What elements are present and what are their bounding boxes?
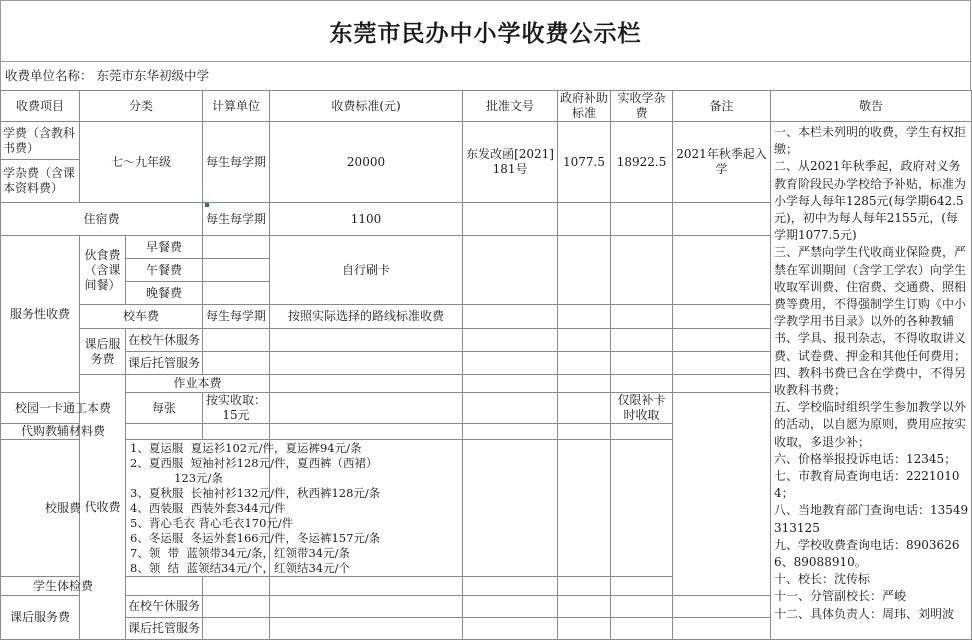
bus-standard: 按照实际选择的路线标准收费 [270, 305, 463, 329]
notice-item: 一、本栏未列明的收费，学生有权拒缴； [774, 125, 967, 157]
uniform-price-line: 4、西装服 西装外套344元/件 [130, 500, 286, 515]
bus-unit: 每生每学期 [203, 305, 270, 329]
header-standard: 收费标准(元) [270, 91, 463, 122]
notice-item: 八、当地教育部门查询电话：13549313125 [774, 503, 969, 535]
header-remark: 备注 [673, 91, 771, 122]
service-after-noon: 在校午休服务 [126, 329, 203, 352]
meal-group: 伙食费（含课间餐） [80, 236, 126, 305]
notice-list [771, 122, 972, 640]
card-remark: 仅限补卡时收取 [611, 393, 673, 424]
header-unit: 计算单位 [203, 91, 270, 122]
dorm-standard: 1100 [270, 203, 463, 236]
misc-fee-item: 学杂费（含课本资料费） [1, 160, 80, 203]
cell-comment-marker [205, 203, 209, 207]
header-item: 收费项目 [1, 91, 80, 122]
dorm-unit: 每生每学期 [203, 203, 270, 236]
notice-item: 七、市教育局查询电话：22210104； [774, 469, 960, 501]
notice-item: 二、从2021年秋季起，政府对义务教育阶段民办学校给予补贴，标准为小学每人每年1285元(每学期642.5元)，初中为每人每年2155元，(每学期1077.5元) [774, 159, 967, 243]
uniform-price-line: 123元/条 [174, 470, 223, 485]
tuition-actual: 18922.5 [611, 122, 673, 203]
uniform-price-line: 2、夏西服 短袖衬衫128元/件，夏西裤（西裙） [130, 455, 378, 470]
notice-item: 九、学校收费查询电话：89036266、89088910。 [774, 537, 960, 570]
uniform-price-line: 5、背心毛衣 背心毛衣170元/件 [130, 515, 294, 530]
header-subsidy: 政府补助标准 [558, 91, 611, 122]
tuition-row-1 [1, 122, 972, 160]
collect-after-noon: 在校午休服务 [126, 596, 203, 618]
page-title: 东莞市民办中小学收费公示栏 [329, 20, 642, 47]
bus-item: 校车费 [80, 305, 203, 329]
unit-row [0, 62, 971, 90]
uniform-price-line: 8、领 结 蓝领结34元/个，红领结34元/个 [130, 560, 350, 575]
lunch-item: 午餐费 [126, 259, 203, 282]
service-after-group: 课后服务费 [80, 329, 126, 375]
notice-item: 十、校长：沈传标 [774, 572, 871, 587]
service-after-care: 课后托管服务 [126, 352, 203, 375]
uniform-price-line: 1、夏运服 夏运衫102元/件，夏运裤94元/条 [130, 440, 362, 455]
unit-name: 东莞市东华初级中学 [96, 68, 210, 83]
meal-standard: 自行刷卡 [270, 236, 463, 305]
title-bar [0, 0, 971, 62]
notice-item: 三、严禁向学生代收商业保险费，严禁在军训期间（含学工学农）向学生收取军训费、住宿费、交通费、照相费等费用，不得强制学生订购《中小学教学用书目录》以外的各种教辅书、学具、报刊杂志，不得收取讲义费、试卷费、押金和其他任何费用； [774, 245, 967, 363]
collect-group: 代收费 [80, 375, 126, 640]
fee-table [0, 90, 972, 640]
card-item: 校园一卡通工本费 [1, 393, 126, 424]
physical-item: 学生体检费 [1, 577, 126, 596]
collect-after-care: 课后托管服务 [126, 618, 203, 640]
tuition-remark: 2021年秋季起入学 [673, 122, 771, 203]
notice-item: 四、教科书费已含在学费中，不得另收教科书费； [774, 365, 967, 398]
tuition-approval: 东发改函[2021]181号 [463, 122, 558, 203]
breakfast-item: 早餐费 [126, 236, 203, 259]
card-unit: 每张 [126, 393, 203, 424]
tuition-item: 学费（含教科书费） [1, 122, 80, 160]
tuition-category: 七～九年级 [80, 122, 203, 203]
tuition-standard: 20000 [270, 122, 463, 203]
notice-item: 六、价格举报投诉电话：12345； [774, 451, 957, 466]
tuition-unit: 每生每学期 [203, 122, 270, 203]
tuition-subsidy: 1077.5 [558, 122, 611, 203]
notice-item: 五、学校临时组织学生参加教学以外的活动，以自愿为原则，费用应按实收取，多退少补； [774, 400, 967, 449]
dinner-item: 晚餐费 [126, 282, 203, 305]
header-notice: 敬告 [771, 91, 972, 122]
dorm-item: 住宿费 [1, 203, 203, 236]
collect-after-group: 课后服务费 [1, 596, 80, 640]
notice-item: 十二、具体负责人：周玮、刘明波 [774, 606, 955, 621]
uniform-item: 校服费 [1, 440, 126, 577]
service-group: 服务性收费 [1, 236, 80, 393]
materials-item: 代购教辅材料费 [1, 424, 126, 440]
homework-item: 作业本费 [126, 375, 270, 393]
header-category: 分类 [80, 91, 203, 122]
uniform-price-line: 7、领 带 蓝领带34元/条，红领带34元/条 [130, 545, 350, 560]
header-actual: 实收学杂费 [611, 91, 673, 122]
header-row [1, 91, 972, 122]
notice-item: 十一、分管副校长：严峻 [774, 589, 907, 604]
uniform-price-line: 6、冬运服 冬运外套166元/件，冬运裤157元/条 [130, 530, 381, 545]
card-standard: 按实收取：15元 [203, 393, 270, 424]
uniform-price-list [126, 440, 381, 577]
header-approval: 批准文号 [463, 91, 558, 122]
uniform-price-line: 3、夏秋服 长袖衬衫132元/件，秋西裤128元/条 [130, 485, 381, 500]
unit-label: 收费单位名称： [5, 68, 93, 83]
